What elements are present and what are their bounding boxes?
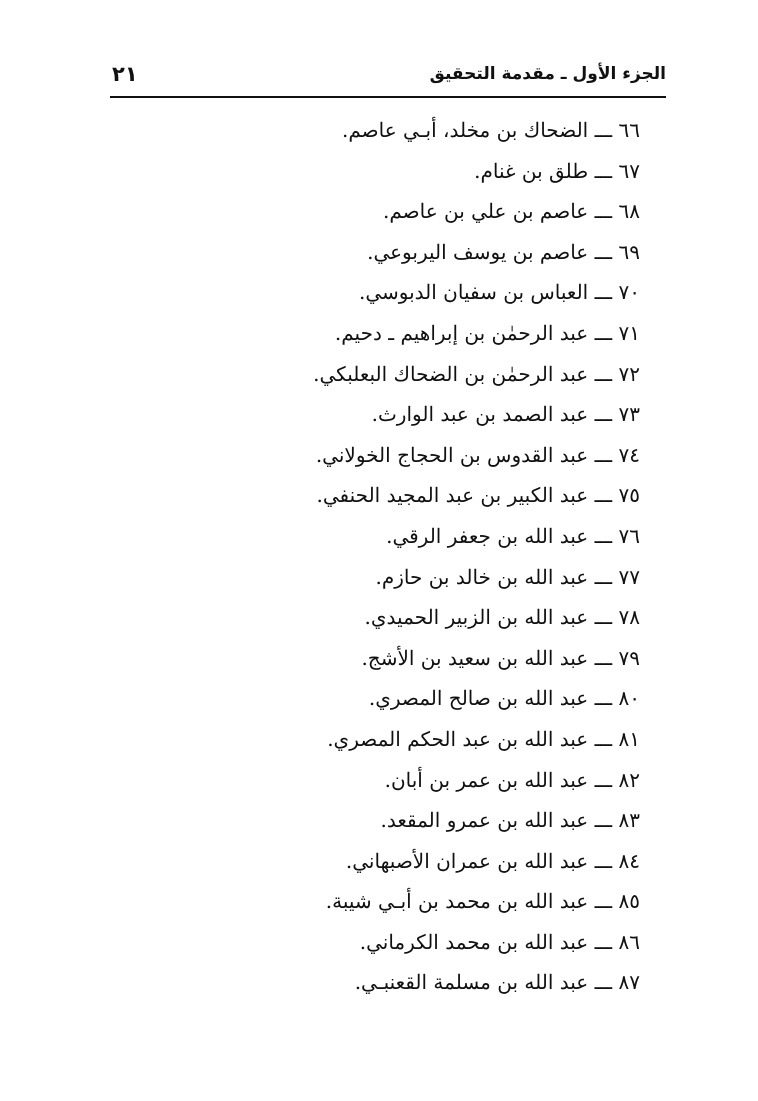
entry-separator: ـــ	[588, 402, 619, 427]
entry-name: عبد الرحمٰن بن الضحاك البعلبكي.	[313, 361, 589, 386]
entry-separator: ـــ	[588, 929, 619, 954]
entry-number: ٨٧	[618, 970, 640, 995]
entry-separator: ـــ	[588, 970, 619, 995]
entry-name: عاصم بن علي بن عاصم.	[382, 199, 589, 224]
entry-separator: ـــ	[588, 767, 619, 792]
entry-separator: ـــ	[588, 564, 619, 589]
entry-number: ٨٢	[618, 767, 640, 792]
entry-name: عبد الله بن عمرو المقعد.	[380, 808, 589, 833]
entry-name: عبد الكبير بن عبد المجيد الحنفي.	[316, 483, 589, 508]
entry-separator: ـــ	[588, 442, 619, 467]
list-item	[160, 151, 640, 192]
entry-name: عبد الله بن عبد الحكم المصري.	[327, 726, 589, 751]
list-item	[160, 557, 640, 598]
entry-number: ٨٥	[618, 889, 640, 914]
entry-number: ٨٠	[618, 686, 640, 711]
entry-number: ٧٨	[618, 605, 640, 630]
entry-number: ٧١	[618, 320, 640, 345]
entry-name: عبد الله بن عمران الأصبهاني.	[345, 848, 589, 873]
list-item	[160, 394, 640, 435]
entry-separator: ـــ	[588, 483, 619, 508]
entry-separator: ـــ	[588, 726, 619, 751]
entry-separator: ـــ	[588, 361, 619, 386]
list-item	[160, 638, 640, 679]
entry-name: عاصم بن يوسف اليربوعي.	[367, 239, 589, 264]
list-item	[160, 719, 640, 760]
entry-name: عبد الصمد بن عبد الوارث.	[371, 402, 589, 427]
list-item	[160, 232, 640, 273]
entry-number: ٧٣	[618, 402, 640, 427]
entry-number: ٧٥	[618, 483, 640, 508]
entry-name: عبد الله بن سعيد بن الأشج.	[361, 645, 589, 670]
list-item	[160, 313, 640, 354]
entry-separator: ـــ	[588, 605, 619, 630]
entry-separator: ـــ	[588, 686, 619, 711]
entry-number: ٦٧	[618, 158, 640, 183]
entry-number: ٨٣	[618, 808, 640, 833]
entry-number: ٧٦	[618, 523, 640, 548]
entry-number: ٨١	[618, 726, 640, 751]
entry-separator: ـــ	[588, 645, 619, 670]
list-item	[160, 272, 640, 313]
entry-separator: ـــ	[588, 848, 619, 873]
entry-name: عبد الله بن مسلمة القعنبـي.	[354, 970, 589, 995]
entry-separator: ـــ	[588, 199, 619, 224]
entry-separator: ـــ	[588, 118, 619, 142]
entry-number: ٧٩	[618, 645, 640, 670]
list-item	[160, 354, 640, 395]
entry-number: ٧٤	[618, 442, 640, 467]
page-number: ٢١	[112, 62, 138, 86]
entry-name: عبد الله بن صالح المصري.	[368, 686, 589, 711]
entry-separator: ـــ	[588, 158, 619, 183]
entry-name: عبد الله بن عمر بن أبان.	[384, 767, 589, 792]
list-item	[160, 678, 640, 719]
narrators-list	[160, 110, 640, 1003]
entry-separator: ـــ	[588, 239, 619, 264]
entry-number: ٨٦	[618, 929, 640, 954]
list-item	[160, 475, 640, 516]
list-item	[160, 841, 640, 882]
entry-separator: ـــ	[588, 889, 619, 914]
list-item	[160, 435, 640, 476]
list-item	[160, 881, 640, 922]
list-item	[160, 516, 640, 557]
entry-number: ٦٩	[618, 239, 640, 264]
entry-number: ٧٠	[618, 280, 640, 305]
entry-number: ٨٤	[618, 848, 640, 873]
entry-separator: ـــ	[588, 808, 619, 833]
entry-separator: ـــ	[588, 280, 619, 305]
entry-name: طلق بن غنام.	[474, 158, 589, 183]
list-item	[160, 800, 640, 841]
entry-name: عبد القدوس بن الحجاج الخولاني.	[315, 442, 589, 467]
entry-name: العباس بن سفيان الدبوسي.	[358, 280, 589, 305]
list-item	[160, 922, 640, 963]
entry-number: ٦٦	[618, 118, 640, 142]
entry-number: ٦٨	[618, 199, 640, 224]
entry-separator: ـــ	[588, 320, 619, 345]
entry-name: عبد الله بن محمد الكرماني.	[359, 929, 589, 954]
entry-separator: ـــ	[588, 523, 619, 548]
entry-name: عبد الرحمٰن بن إبراهيم ـ دحيم.	[334, 320, 589, 345]
entry-name: عبد الله بن جعفر الرقي.	[386, 523, 589, 548]
entry-number: ٧٢	[618, 361, 640, 386]
entry-name: عبد الله بن محمد بن أبـي شيبة.	[325, 889, 589, 914]
page-header	[110, 62, 666, 98]
running-title: الجزء الأول ـ مقدمة التحقيق	[429, 64, 666, 84]
list-item	[160, 597, 640, 638]
entry-name: عبد الله بن خالد بن حازم.	[375, 564, 589, 589]
list-item	[160, 962, 640, 1003]
entry-name: الضحاك بن مخلد، أبـي عاصم.	[341, 118, 589, 142]
entry-name: عبد الله بن الزبير الحميدي.	[364, 605, 589, 630]
list-item	[160, 760, 640, 801]
list-item	[160, 191, 640, 232]
entry-number: ٧٧	[618, 564, 640, 589]
list-item	[160, 110, 640, 151]
